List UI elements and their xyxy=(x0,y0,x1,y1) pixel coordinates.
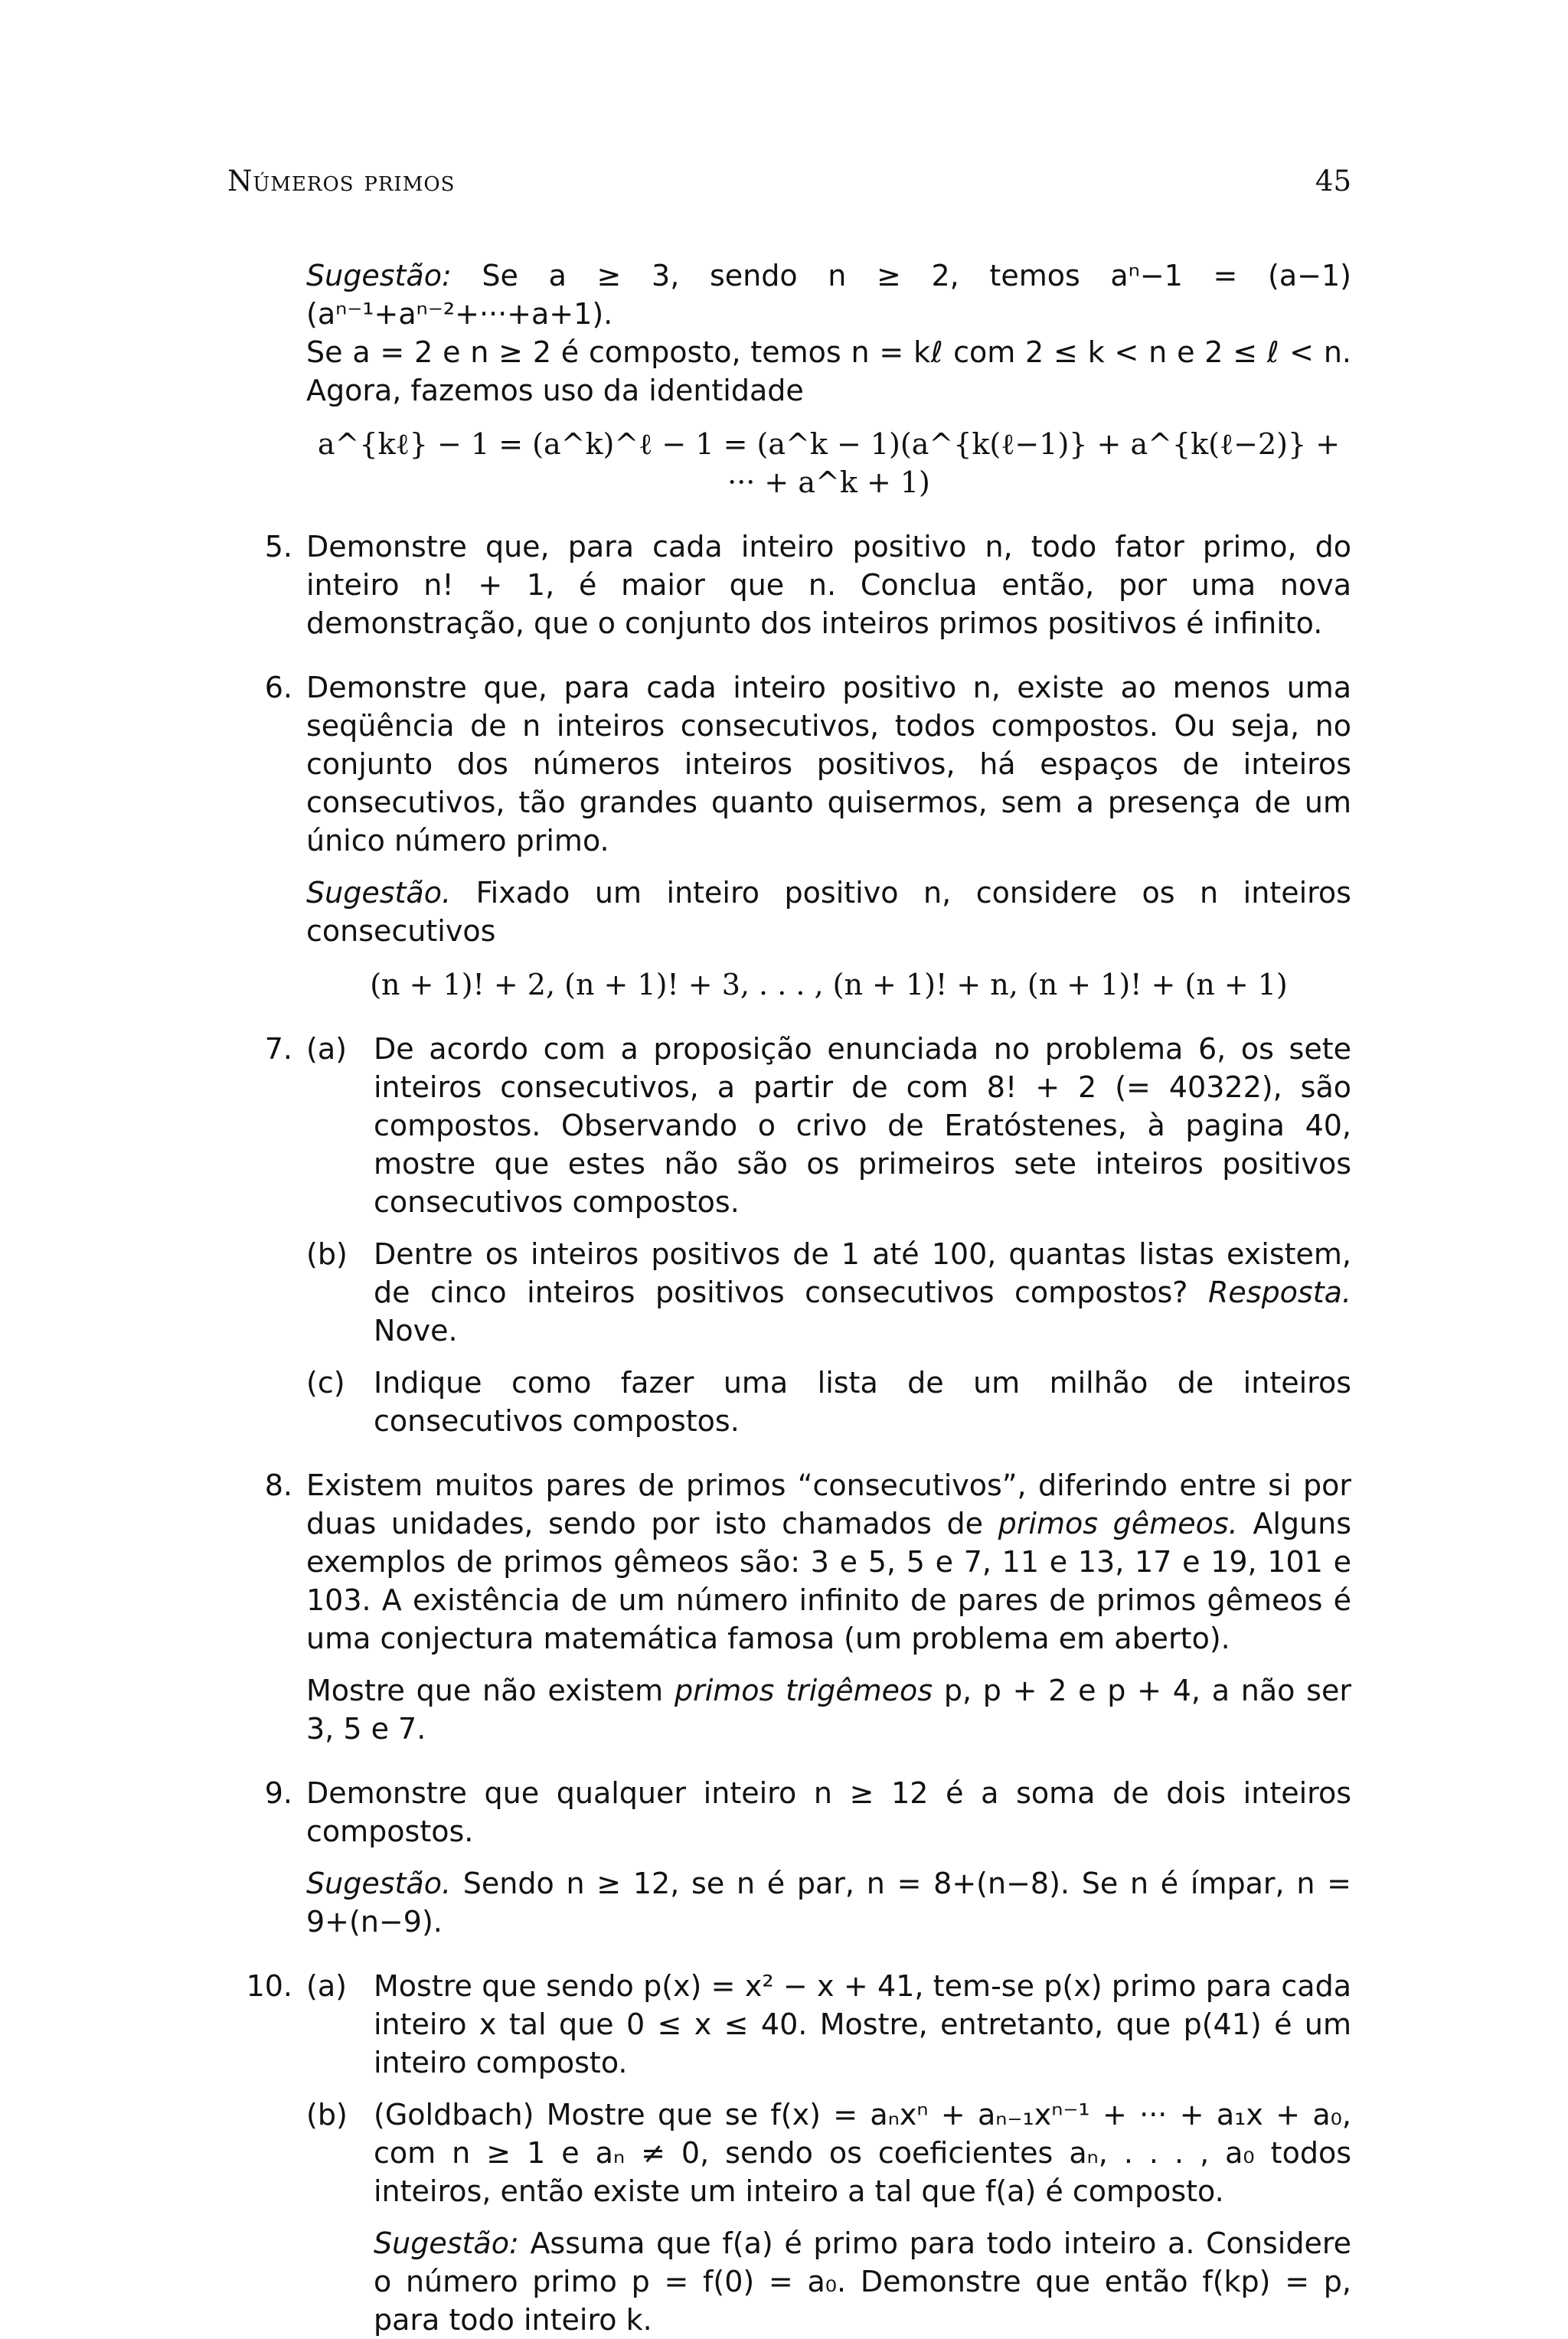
hint-text: Fixado um inteiro positivo n, considere os n inteiros consecutivos xyxy=(306,876,1351,948)
problem-text: Demonstre que, para cada inteiro positivo n, todo fator primo, do inteiro n! + 1, é maior que n. Conclua então, por uma nova demonstração, que o conjunto dos inteiros primos positivos é infinito. xyxy=(306,530,1351,640)
page-number: 45 xyxy=(1315,165,1351,198)
problem-5 xyxy=(264,528,1351,642)
problem-6 xyxy=(264,668,1351,1004)
subitem-c xyxy=(306,1364,1351,1440)
problem-number: 9. xyxy=(264,1776,292,1810)
subitem-label: (b) xyxy=(306,2098,348,2132)
subitem-b xyxy=(306,1235,1351,1350)
problem-7 xyxy=(264,1030,1351,1440)
problem-number: 6. xyxy=(264,671,292,704)
subitem-text: (Goldbach) Mostre que se f(x) = aₙxⁿ + aₙ₋₁xⁿ⁻¹ + ··· + a₁x + a₀, com n ≥ 1 e aₙ ≠ 0, sendo os coeficientes aₙ, . . . , a₀ todos inteiros, então existe um inteiro a tal que f(a) é composto. xyxy=(374,2098,1351,2208)
page-body xyxy=(246,256,1351,2339)
hint-text: Assuma que f(a) é primo para todo inteiro a. Considere o número primo p = f(0) = a₀. Demonstre que então f(kp) = p, para todo inteiro k. xyxy=(374,2226,1351,2337)
problem-text: Demonstre que qualquer inteiro n ≥ 12 é a soma de dois inteiros compostos. xyxy=(306,1776,1351,1848)
hint-label: Sugestão: xyxy=(374,2226,519,2260)
subitem-label: (a) xyxy=(306,1032,347,1066)
problem-text-2: Alguns exemplos de primos gêmeos são: 3 e 5, 5 e 7, 11 e 13, 17 e 19, 101 e 103. A existência de um número infinito de pares de primos gêmeos é uma conjectura matemática famosa (um problema em aberto). xyxy=(306,1507,1351,1655)
term-twin-primes: primos gêmeos. xyxy=(998,1507,1238,1540)
problem-9 xyxy=(264,1774,1351,1941)
hint-line-1: Se a ≥ 3, sendo n ≥ 2, temos aⁿ−1 = (a−1)(aⁿ⁻¹+aⁿ⁻²+···+a+1). xyxy=(306,259,1351,331)
hint-label: Sugestão. xyxy=(306,876,452,910)
subitem-text: Dentre os inteiros positivos de 1 até 100, quantas listas existem, de cinco inteiros positivos consecutivos compostos? xyxy=(374,1237,1351,1309)
subitem-text: Mostre que sendo p(x) = x² − x + 41, tem-se p(x) primo para cada inteiro x tal que 0 ≤ x ≤ 40. Mostre, entretanto, que p(41) é um inteiro composto. xyxy=(374,1969,1351,2079)
subitem-text: De acordo com a proposição enunciada no problema 6, os sete inteiros consecutivos, a partir de com 8! + 2 (= 40322), são compostos. Observando o crivo de Eratóstenes, à pagina 40, mostre que estes não são os primeiros sete inteiros positivos consecutivos compostos. xyxy=(374,1032,1351,1219)
problem-text-1: Existem muitos pares de primos “consecutivos”, diferindo entre si por duas unidades, sendo por isto chamados de xyxy=(306,1468,1351,1540)
problem-10 xyxy=(246,1967,1351,2339)
problem-text-3a: Mostre que não existem xyxy=(306,1674,664,1707)
subitem-a xyxy=(306,1967,1351,2082)
subitem-text: Indique como fazer uma lista de um milhão de inteiros consecutivos compostos. xyxy=(374,1366,1351,1438)
chapter-title: Números primos xyxy=(227,165,456,198)
identity-equation: a^{kℓ} − 1 = (a^k)^ℓ − 1 = (a^k − 1)(a^{k(ℓ−1)} + a^{k(ℓ−2)} + ··· + a^k + 1) xyxy=(317,427,1341,499)
problem-8 xyxy=(264,1466,1351,1748)
subitem-a xyxy=(306,1030,1351,1221)
problem-number: 10. xyxy=(246,1969,292,2003)
answer-label: Resposta. xyxy=(1207,1276,1351,1309)
subitem-b xyxy=(306,2096,1351,2339)
hint-label: Sugestão: xyxy=(306,259,452,292)
sequence-equation: (n + 1)! + 2, (n + 1)! + 3, . . . , (n + 1)! + n, (n + 1)! + (n + 1) xyxy=(370,968,1288,1001)
problem-text-3b: p, p + 2 e p + 4, a não ser 3, 5 e 7. xyxy=(306,1674,1351,1746)
term-triplet-primes: primos trigêmeos xyxy=(674,1674,933,1707)
subitem-label: (a) xyxy=(306,1969,347,2003)
problem-number: 7. xyxy=(264,1032,292,1066)
subitem-label: (c) xyxy=(306,1366,345,1400)
hint-text: Sendo n ≥ 12, se n é par, n = 8+(n−8). Se n é ímpar, n = 9+(n−9). xyxy=(306,1867,1351,1939)
problem-text: Demonstre que, para cada inteiro positivo n, existe ao menos uma seqüência de n inteiros consecutivos, todos compostos. Ou seja, no conjunto dos números inteiros positivos, há espaços de inteiros consecutivos, tão grandes quanto quisermos, sem a presença de um único número primo. xyxy=(306,671,1351,858)
hint-line-2: Se a = 2 e n ≥ 2 é composto, temos n = kℓ com 2 ≤ k < n e 2 ≤ ℓ < n. Agora, fazemos uso da identidade xyxy=(306,335,1351,407)
problem-number: 8. xyxy=(264,1468,292,1502)
hint-problem-4 xyxy=(306,256,1351,501)
subitem-label: (b) xyxy=(306,1237,348,1271)
hint-label: Sugestão. xyxy=(306,1867,452,1900)
problem-number: 5. xyxy=(264,530,292,564)
answer-text: Nove. xyxy=(374,1314,458,1348)
